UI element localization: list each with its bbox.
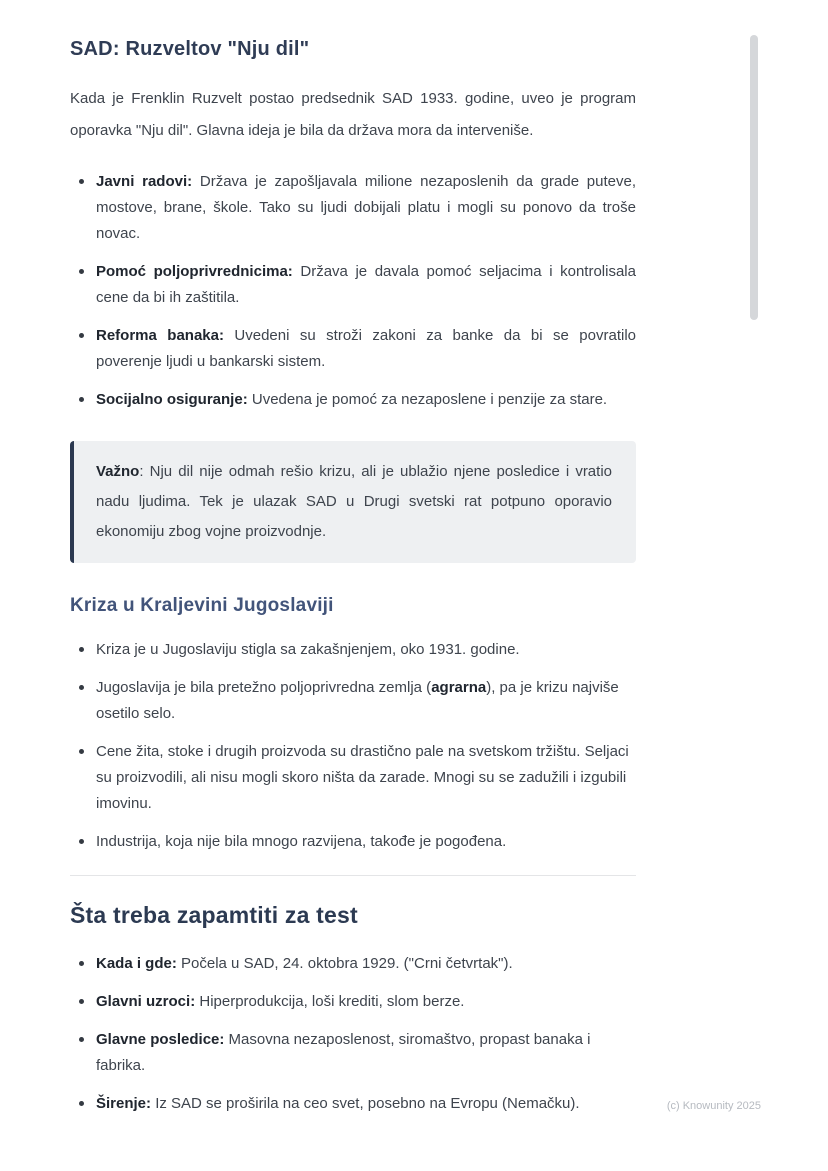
- list-item-lead: Reforma banaka:: [96, 327, 224, 344]
- list-item-text: Uvedena je pomoć za nezaposlene i penzije za stare.: [247, 391, 608, 408]
- section-title-test-summary: Šta treba zapamtiti za test: [70, 902, 358, 928]
- list-item: [70, 951, 636, 977]
- section-title-yugoslavia: Kriza u Kraljevini Jugoslaviji: [70, 595, 334, 616]
- intro-paragraph: Kada je Frenklin Ruzvelt postao predsednik SAD 1933. godine, uveo je program oporavka "Nju dil". Glavna ideja je bila da država mora da interveniše.: [70, 90, 636, 139]
- copyright-text: (c) Knowunity 2025: [666, 1100, 761, 1112]
- list-item: [70, 1091, 636, 1117]
- yugoslavia-list: [70, 637, 636, 855]
- callout-body: : Nju dil nije odmah rešio krizu, ali je ublažio njene posledice i vratio nadu ljudima. Tek je ulazak SAD u Drugi svetski rat potpuno oporavio ekonomiju zbog vojne proizvodnje.: [96, 463, 612, 540]
- callout-lead: Važno: [96, 463, 140, 480]
- list-item: [70, 387, 636, 413]
- list-item-text: Kriza je u Jugoslaviju stigla sa zakašnjenjem, oko 1931. godine.: [96, 641, 520, 658]
- list-item: [70, 259, 636, 311]
- list-item: [70, 675, 636, 727]
- list-item-lead: Socijalno osiguranje:: [96, 391, 248, 408]
- list-item-text: Uvedeni su stroži zakoni za banke da bi se povratilo poverenje ljudi u bankarski sistem.: [96, 327, 636, 370]
- list-item-text: Cene žita, stoke i drugih proizvoda su drastično pale na svetskom tržištu. Seljaci su proizvodili, ali nisu mogli skoro ništa da zarade. Mnogi su se zadužili i izgubili imovinu.: [96, 743, 629, 812]
- new-deal-list: [70, 169, 636, 413]
- list-item-lead: Javni radovi:: [96, 173, 193, 190]
- list-item-lead: Pomoć poljoprivrednicima:: [96, 263, 293, 280]
- list-item: [70, 989, 636, 1015]
- list-item-text: Država je zapošljavala milione nezaposlenih da grade puteve, mostove, brane, škole. Tako su ljudi dobijali platu i mogli su ponovo da troše novac.: [96, 173, 636, 242]
- important-callout: [70, 441, 636, 563]
- divider: [70, 875, 636, 876]
- list-item-text: Industrija, koja nije bila mnogo razvijena, takođe je pogođena.: [96, 833, 507, 850]
- list-item: [70, 739, 636, 817]
- list-item-text: Hiperprodukcija, loši krediti, slom berze.: [195, 993, 465, 1010]
- list-item-text: Država je davala pomoć seljacima i kontrolisala cene da bi ih zaštitila.: [96, 263, 636, 306]
- list-item-text: Jugoslavija je bila pretežno poljoprivredna zemlja (: [96, 679, 432, 696]
- document-content: [70, 38, 636, 1129]
- list-item-text: ), pa je krizu najviše osetilo selo.: [96, 679, 619, 722]
- list-item-lead: Glavne posledice:: [96, 1031, 225, 1048]
- list-item-text: Masovna nezaposlenost, siromaštvo, propast banaka i fabrika.: [96, 1031, 591, 1074]
- callout-text: [96, 457, 612, 547]
- list-item-lead: Kada i gde:: [96, 955, 177, 972]
- list-item: [70, 169, 636, 247]
- list-item: [70, 637, 636, 663]
- scrollbar-thumb[interactable]: [750, 35, 758, 320]
- list-item-lead: Širenje:: [96, 1095, 152, 1112]
- list-item: [70, 323, 636, 375]
- section-title-new-deal: SAD: Ruzveltov "Nju dil": [70, 38, 310, 60]
- test-summary-list: [70, 951, 636, 1117]
- list-item: [70, 1027, 636, 1079]
- list-item-text: Iz SAD se proširila na ceo svet, posebno na Evropu (Nemačku).: [151, 1095, 580, 1112]
- list-item-text: Počela u SAD, 24. oktobra 1929. ("Crni četvrtak").: [176, 955, 513, 972]
- list-item: [70, 829, 636, 855]
- list-item-emphasis: agrarna: [431, 679, 487, 696]
- list-item-lead: Glavni uzroci:: [96, 993, 196, 1010]
